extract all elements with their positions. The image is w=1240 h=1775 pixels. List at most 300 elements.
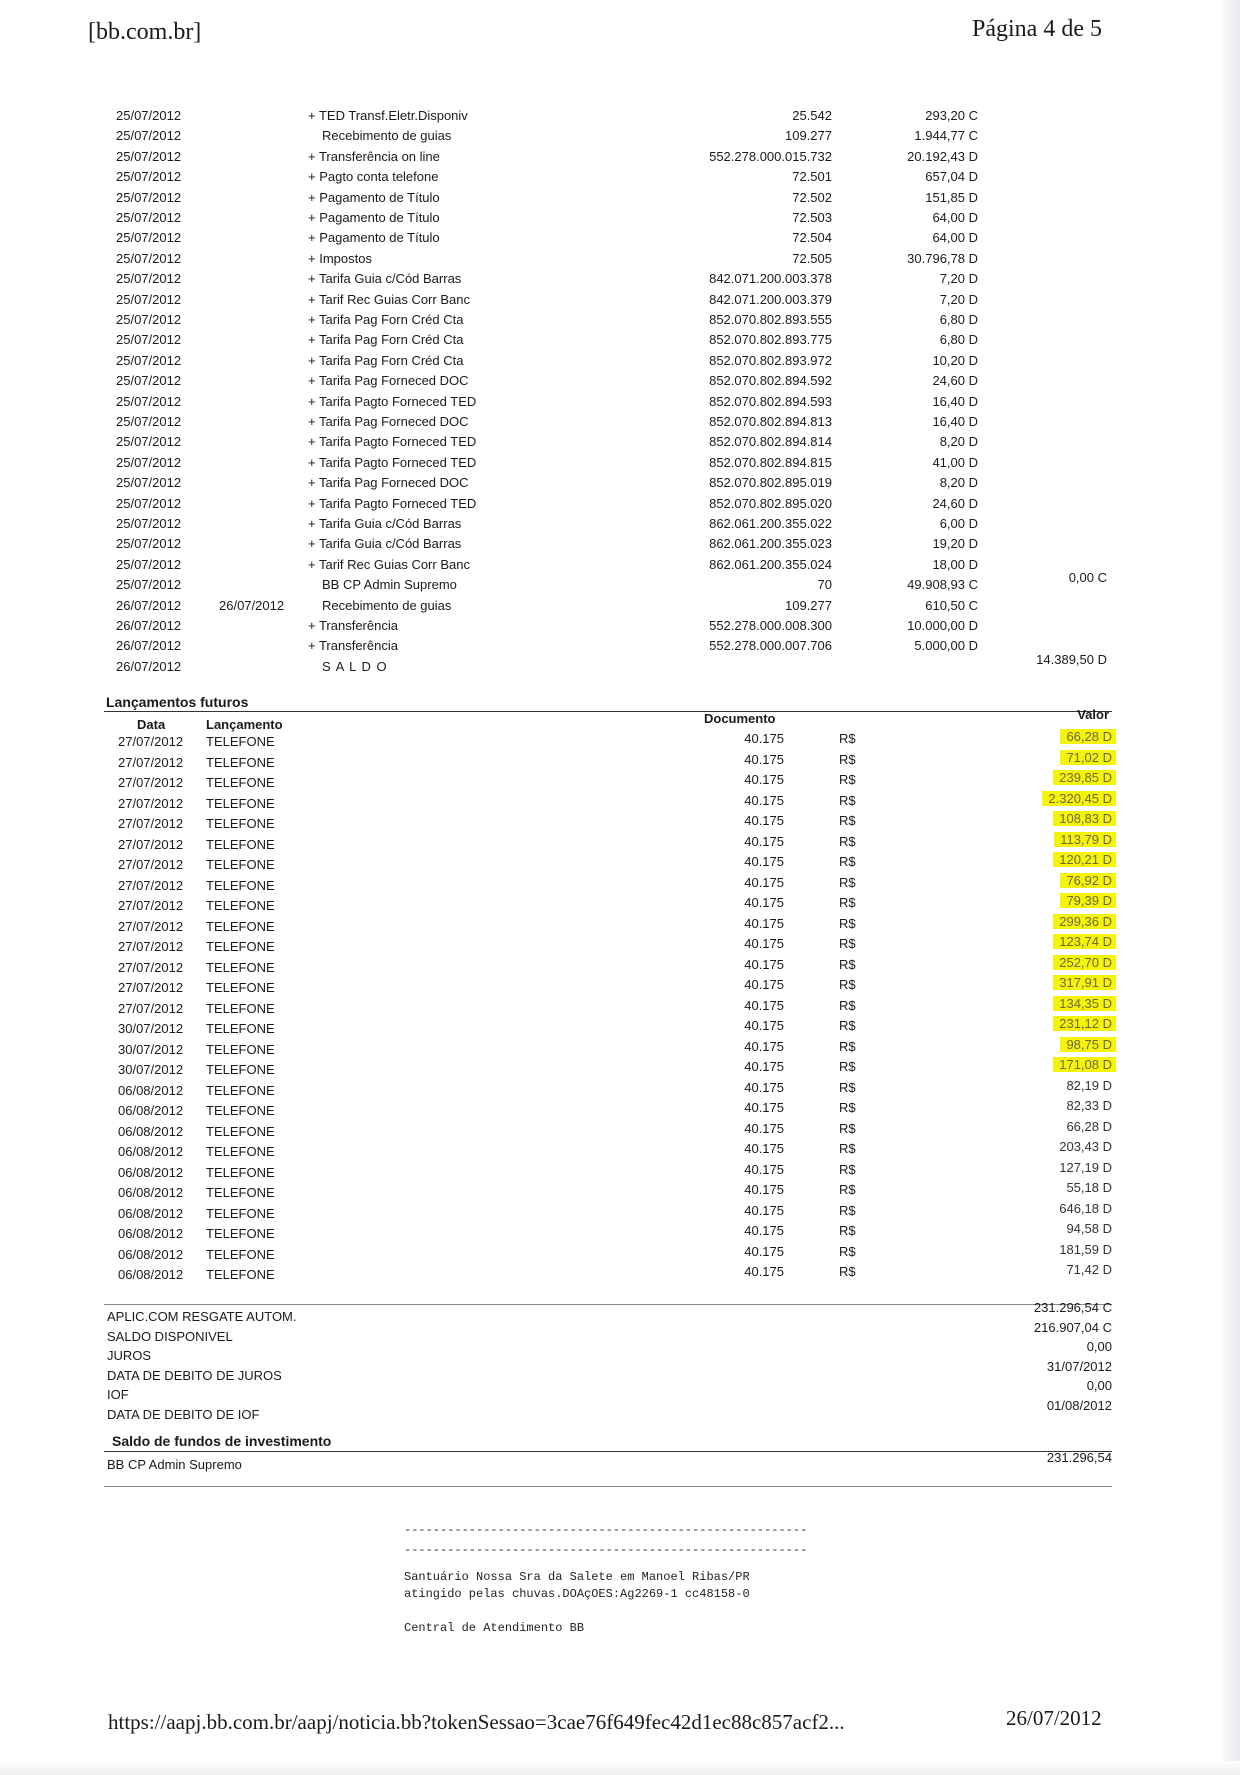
statement-row — [0, 414, 1240, 434]
future-currency: R$ — [839, 997, 856, 1013]
future-value: 171,08 D — [1053, 1057, 1116, 1072]
statement-balance-date: 26/07/2012 — [219, 597, 285, 613]
statement-description: + Pagto conta telefone — [308, 169, 439, 185]
future-currency: R$ — [839, 977, 856, 992]
statement-document: 72.501 — [792, 169, 832, 185]
future-date: 27/07/2012 — [118, 816, 184, 831]
future-date: 27/07/2012 — [118, 775, 184, 790]
future-date: 27/07/2012 — [118, 734, 184, 749]
statement-date: 25/07/2012 — [116, 291, 182, 307]
future-launch: TELEFONE — [206, 795, 275, 811]
future-launch: TELEFONE — [206, 857, 275, 872]
future-launch: TELEFONE — [206, 1144, 275, 1159]
statement-row — [0, 251, 1240, 271]
summary-label: SALDO DISPONIVEL — [107, 1328, 233, 1344]
future-value: 76,92 D — [1060, 873, 1116, 888]
future-date: 06/08/2012 — [118, 1164, 184, 1180]
future-divider — [104, 711, 1112, 712]
statement-value: 49.908,93 C — [907, 577, 978, 593]
statement-value: 41,00 D — [932, 454, 978, 470]
statement-date: 25/07/2012 — [116, 475, 182, 491]
future-document: 40.175 — [744, 1059, 784, 1074]
future-document: 40.175 — [744, 792, 784, 808]
future-date: 06/08/2012 — [118, 1205, 184, 1221]
future-currency: R$ — [839, 1161, 856, 1177]
future-row — [0, 1200, 1240, 1226]
statement-date: 25/07/2012 — [116, 271, 182, 287]
statement-description: + Tarifa Pagto Forneced TED — [308, 393, 477, 409]
future-row — [0, 1159, 1240, 1185]
future-date: 27/07/2012 — [118, 795, 184, 811]
summary-value: 0,00 — [1086, 1378, 1112, 1393]
future-document: 40.175 — [744, 1264, 784, 1279]
statement-document: 852.070.802.894.592 — [709, 373, 832, 389]
summary-divider — [104, 1304, 1112, 1305]
print-url: https://aapj.bb.com.br/aapj/noticia.bb?tokenSessao=3cae76f649fec42d1ec88c857acf2... — [108, 1710, 845, 1734]
funds-bottom-divider — [104, 1486, 1112, 1487]
future-value: 203,43 D — [1059, 1139, 1112, 1154]
statement-date: 25/07/2012 — [116, 312, 182, 327]
future-date: 06/08/2012 — [118, 1082, 184, 1098]
future-launch: TELEFONE — [206, 816, 275, 831]
future-currency: R$ — [839, 1243, 856, 1259]
statement-document: 109.277 — [785, 597, 832, 613]
future-launch: TELEFONE — [206, 980, 275, 995]
statement-document: 852.070.802.894.593 — [709, 393, 832, 409]
statement-date: 25/07/2012 — [116, 373, 182, 389]
statement-date: 25/07/2012 — [116, 577, 182, 593]
statement-document: 552.278.000.007.706 — [709, 638, 832, 654]
statement-row — [0, 651, 1240, 679]
footer-notice-line1: Santuário Nossa Sra da Salete em Manoel Ribas/PR — [404, 1570, 750, 1584]
future-currency: R$ — [839, 833, 856, 849]
statement-row — [0, 618, 1240, 638]
future-currency: R$ — [839, 1141, 856, 1156]
summary-label: APLIC.COM RESGATE AUTOM. — [107, 1309, 297, 1324]
future-currency: R$ — [839, 895, 856, 910]
future-launch: TELEFONE — [206, 1226, 275, 1241]
statement-document: 72.505 — [792, 250, 832, 266]
statement-description: + Tarifa Pagto Forneced TED — [308, 495, 477, 511]
future-row — [0, 1241, 1240, 1267]
statement-description: + Tarif Rec Guias Corr Banc — [308, 291, 470, 307]
future-value: 134,35 D — [1053, 996, 1116, 1011]
footer-notice-line2: atingido pelas chuvas.DOAçOES:Ag2269-1 cc48158-0 — [404, 1587, 750, 1601]
statement-description: + Tarifa Guia c/Cód Barras — [308, 516, 462, 531]
statement-document: 72.504 — [792, 230, 832, 246]
future-value: 181,59 D — [1059, 1241, 1112, 1257]
statement-document: 842.071.200.003.379 — [709, 291, 832, 307]
future-row — [0, 1262, 1240, 1287]
statement-date: 25/07/2012 — [116, 230, 182, 246]
statement-date: 25/07/2012 — [116, 393, 182, 409]
statement-balance: 14.389,50 D — [1036, 651, 1107, 667]
future-currency: R$ — [839, 936, 856, 951]
statement-document: 852.070.802.893.775 — [709, 332, 832, 348]
future-document: 40.175 — [744, 1120, 784, 1136]
statement-description: BB CP Admin Supremo — [322, 577, 457, 593]
future-currency: R$ — [839, 854, 856, 869]
statement-row — [0, 496, 1240, 516]
statement-date: 25/07/2012 — [116, 434, 182, 450]
future-date: 27/07/2012 — [118, 918, 184, 934]
statement-row — [0, 455, 1240, 475]
future-document: 40.175 — [744, 977, 784, 992]
future-document: 40.175 — [744, 1243, 784, 1259]
future-currency: R$ — [839, 731, 856, 746]
future-value: 239,85 D — [1053, 770, 1116, 785]
future-value: 120,21 D — [1053, 852, 1116, 867]
future-launch: TELEFONE — [206, 1082, 275, 1098]
statement-value: 24,60 D — [932, 495, 978, 511]
print-date: 26/07/2012 — [1006, 1706, 1102, 1730]
statement-row — [0, 169, 1240, 189]
statement-value: 6,80 D — [939, 332, 978, 348]
statement-description: + Tarifa Pag Forneced DOC — [308, 414, 469, 429]
statement-value: 7,20 D — [939, 291, 978, 307]
future-value: 252,70 D — [1053, 955, 1116, 970]
future-value: 2.320,45 D — [1042, 791, 1116, 806]
future-document: 40.175 — [744, 833, 784, 849]
summary-value: 01/08/2012 — [1046, 1397, 1112, 1413]
future-value: 317,91 D — [1053, 975, 1116, 990]
future-value: 108,83 D — [1053, 811, 1116, 826]
statement-description: + Tarifa Guia c/Cód Barras — [308, 536, 462, 552]
future-date: 06/08/2012 — [118, 1267, 184, 1282]
statement-row — [0, 271, 1240, 291]
statement-date: 25/07/2012 — [116, 250, 182, 266]
future-document: 40.175 — [744, 1161, 784, 1177]
future-value: 299,36 D — [1053, 914, 1116, 929]
future-document: 40.175 — [744, 1038, 784, 1054]
future-launch: TELEFONE — [206, 1103, 275, 1118]
future-value: 231,12 D — [1053, 1016, 1116, 1031]
statement-row — [0, 434, 1240, 454]
page-number: Página 4 de 5 — [972, 16, 1102, 42]
statement-row — [0, 353, 1240, 373]
statement-description: + Tarifa Pagto Forneced TED — [308, 454, 477, 470]
statement-description: S A L D O — [322, 658, 388, 674]
statement-value: 8,20 D — [939, 434, 978, 450]
future-date: 27/07/2012 — [118, 754, 184, 770]
future-value: 646,18 D — [1059, 1200, 1112, 1216]
statement-balance: 0,00 C — [1068, 570, 1107, 586]
summary-label: DATA DE DEBITO DE JUROS — [107, 1367, 282, 1383]
future-value: 71,02 D — [1060, 750, 1116, 765]
future-document: 40.175 — [744, 731, 784, 746]
future-value: 82,33 D — [1066, 1098, 1112, 1113]
summary-value: 231.296,54 C — [1033, 1300, 1112, 1315]
summary-value: 216.907,04 C — [1033, 1319, 1112, 1335]
future-launch: TELEFONE — [206, 939, 275, 954]
statement-row — [0, 475, 1240, 495]
future-date: 27/07/2012 — [118, 959, 184, 975]
future-value: 113,79 D — [1054, 832, 1116, 847]
statement-value: 5.000,00 D — [914, 638, 978, 654]
future-launch: TELEFONE — [206, 1041, 275, 1057]
statement-date: 25/07/2012 — [116, 210, 182, 225]
future-date: 27/07/2012 — [118, 877, 184, 893]
future-row — [0, 729, 1240, 754]
statement-document: 25.542 — [792, 108, 832, 123]
header-site: [bb.com.br] — [88, 19, 202, 45]
statement-date: 25/07/2012 — [116, 495, 182, 511]
future-row — [0, 1057, 1240, 1082]
future-header-doc: Documento — [704, 711, 776, 726]
statement-description: + Tarifa Pag Forneced DOC — [308, 475, 469, 491]
statement-value: 8,20 D — [939, 475, 978, 491]
statement-value: 20.192,43 D — [907, 148, 978, 164]
future-date: 06/08/2012 — [118, 1185, 184, 1200]
future-row — [0, 1139, 1240, 1164]
future-launch: TELEFONE — [206, 1164, 275, 1180]
statement-description: + Transferência — [308, 618, 398, 633]
statement-date: 25/07/2012 — [116, 454, 182, 470]
statement-document: 852.070.802.895.019 — [709, 475, 832, 491]
future-row — [0, 852, 1240, 877]
statement-document: 852.070.802.893.555 — [709, 312, 832, 327]
statement-description: + Pagamento de Título — [308, 189, 440, 205]
statement-row — [0, 149, 1240, 169]
statement-row — [0, 373, 1240, 393]
statement-row — [0, 536, 1240, 556]
statement-value: 610,50 C — [925, 597, 978, 613]
statement-row — [0, 557, 1240, 577]
funds-name: BB CP Admin Supremo — [107, 1457, 242, 1472]
future-launch: TELEFONE — [206, 836, 275, 852]
future-row — [0, 1098, 1240, 1123]
future-document: 40.175 — [744, 997, 784, 1013]
future-launch: TELEFONE — [206, 1185, 275, 1200]
future-currency: R$ — [839, 1100, 856, 1115]
statement-row — [0, 394, 1240, 414]
future-document: 40.175 — [744, 936, 784, 951]
footer-central: Central de Atendimento BB — [404, 1621, 585, 1635]
statement-row — [0, 230, 1240, 250]
future-currency: R$ — [839, 874, 856, 890]
statement-date: 25/07/2012 — [116, 556, 182, 572]
future-value: 123,74 D — [1053, 934, 1116, 949]
future-launch: TELEFONE — [206, 1267, 275, 1282]
future-currency: R$ — [839, 915, 856, 931]
statement-date: 25/07/2012 — [116, 516, 182, 531]
summary-label: JUROS — [107, 1348, 152, 1363]
future-document: 40.175 — [744, 956, 784, 972]
future-document: 40.175 — [744, 915, 784, 931]
future-value: 55,18 D — [1066, 1180, 1112, 1195]
statement-document: 842.071.200.003.378 — [709, 271, 832, 287]
statement-date: 25/07/2012 — [116, 108, 182, 123]
future-row — [0, 872, 1240, 898]
future-header-date: Data — [137, 717, 166, 732]
future-document: 40.175 — [744, 1018, 784, 1033]
future-value: 71,42 D — [1066, 1262, 1112, 1277]
future-date: 27/07/2012 — [118, 857, 184, 872]
future-launch: TELEFONE — [206, 734, 275, 749]
future-date: 27/07/2012 — [118, 939, 184, 954]
future-document: 40.175 — [744, 895, 784, 910]
future-launch: TELEFONE — [206, 959, 275, 975]
summary-label: DATA DE DEBITO DE IOF — [107, 1406, 260, 1422]
statement-value: 6,00 D — [939, 516, 978, 531]
statement-description: + Tarifa Pagto Forneced TED — [308, 434, 477, 450]
statement-value: 293,20 C — [925, 108, 978, 123]
funds-divider — [104, 1451, 1112, 1452]
future-document: 40.175 — [744, 874, 784, 890]
statement-row — [0, 570, 1240, 597]
future-launch: TELEFONE — [206, 1021, 275, 1036]
statement-value: 10,20 D — [932, 352, 978, 368]
future-date: 06/08/2012 — [118, 1123, 184, 1139]
statement-description: + Tarifa Guia c/Cód Barras — [308, 271, 462, 287]
statement-document: 72.503 — [792, 210, 832, 225]
statement-document: 862.061.200.355.024 — [709, 556, 832, 572]
future-currency: R$ — [839, 772, 856, 787]
statement-description: + Tarif Rec Guias Corr Banc — [308, 556, 470, 572]
future-currency: R$ — [839, 1079, 856, 1095]
future-document: 40.175 — [744, 854, 784, 869]
footer-dashes-2: -------------------------------------------------------- — [404, 1543, 808, 1557]
future-currency: R$ — [839, 792, 856, 808]
statement-description: + Tarifa Pag Forn Créd Cta — [308, 332, 464, 348]
statement-value: 1.944,77 C — [914, 128, 978, 144]
statement-row — [0, 190, 1240, 210]
statement-description: + Transferência on line — [308, 148, 440, 164]
future-launch: TELEFONE — [206, 754, 275, 770]
statement-row — [0, 292, 1240, 312]
statement-value: 151,85 D — [925, 189, 978, 205]
future-document: 40.175 — [744, 1079, 784, 1095]
summary-value: 31/07/2012 — [1046, 1358, 1112, 1374]
statement-value: 24,60 D — [932, 373, 978, 389]
future-date: 06/08/2012 — [118, 1144, 184, 1159]
statement-description: + Tarifa Pag Forn Créd Cta — [308, 312, 464, 327]
statement-value: 18,00 D — [932, 556, 978, 572]
future-row — [0, 1180, 1240, 1205]
statement-date: 26/07/2012 — [116, 618, 182, 633]
future-launch: TELEFONE — [206, 918, 275, 934]
future-document: 40.175 — [744, 1182, 784, 1197]
future-header-value: Valor — [1077, 707, 1109, 722]
statement-document: 852.070.802.894.814 — [709, 434, 832, 450]
statement-description: + Tarifa Pag Forneced DOC — [308, 373, 469, 389]
statement-date: 25/07/2012 — [116, 148, 182, 164]
future-date: 27/07/2012 — [118, 836, 184, 852]
statement-document: 862.061.200.355.022 — [709, 516, 832, 531]
future-document: 40.175 — [744, 1141, 784, 1156]
future-currency: R$ — [839, 1059, 856, 1074]
future-date: 27/07/2012 — [118, 980, 184, 995]
statement-date: 26/07/2012 — [116, 658, 182, 674]
future-value: 66,28 D — [1066, 1118, 1112, 1134]
future-launch: TELEFONE — [206, 1062, 275, 1077]
statement-row — [0, 598, 1240, 618]
statement-description: + Impostos — [308, 250, 372, 266]
future-value: 66,28 D — [1060, 729, 1116, 744]
statement-row — [0, 332, 1240, 352]
statement-document: 552.278.000.015.732 — [709, 148, 832, 164]
statement-document: 852.070.802.894.815 — [709, 454, 832, 470]
statement-description: + TED Transf.Eletr.Disponiv — [308, 108, 468, 123]
future-launch: TELEFONE — [206, 1205, 275, 1221]
future-launch: TELEFONE — [206, 1000, 275, 1016]
future-document: 40.175 — [744, 1223, 784, 1238]
statement-value: 6,80 D — [939, 312, 978, 327]
statement-date: 25/07/2012 — [116, 352, 182, 368]
future-document: 40.175 — [744, 1100, 784, 1115]
statement-value: 10.000,00 D — [907, 618, 978, 633]
statement-document: 852.070.802.894.813 — [709, 414, 832, 429]
future-currency: R$ — [839, 1223, 856, 1238]
statement-value: 19,20 D — [932, 536, 978, 552]
statement-value: 657,04 D — [925, 169, 978, 185]
future-launch: TELEFONE — [206, 877, 275, 893]
statement-row — [0, 108, 1240, 128]
statement-description: + Pagamento de Título — [308, 210, 440, 225]
future-document: 40.175 — [744, 813, 784, 828]
future-currency: R$ — [839, 956, 856, 972]
future-date: 30/07/2012 — [118, 1041, 184, 1057]
statement-row — [0, 210, 1240, 230]
statement-document: 109.277 — [785, 128, 832, 144]
future-currency: R$ — [839, 751, 856, 767]
future-currency: R$ — [839, 813, 856, 828]
future-currency: R$ — [839, 1264, 856, 1279]
future-date: 30/07/2012 — [118, 1062, 184, 1077]
future-date: 27/07/2012 — [118, 898, 184, 913]
future-currency: R$ — [839, 1120, 856, 1136]
funds-value: 231.296,54 — [1046, 1450, 1112, 1465]
future-currency: R$ — [839, 1038, 856, 1054]
statement-value: 64,00 D — [932, 210, 978, 225]
future-launch: TELEFONE — [206, 1123, 275, 1139]
statement-date: 25/07/2012 — [116, 128, 182, 144]
future-currency: R$ — [839, 1018, 856, 1033]
statement-description: Recebimento de guias — [322, 128, 452, 144]
statement-document: 852.070.802.893.972 — [709, 352, 832, 368]
statement-date: 25/07/2012 — [116, 536, 182, 552]
statement-value: 16,40 D — [932, 414, 978, 429]
statement-description: + Pagamento de Título — [308, 230, 440, 246]
footer-dashes-1: -------------------------------------------------------- — [404, 1523, 808, 1537]
future-value: 127,19 D — [1059, 1159, 1112, 1175]
future-launch: TELEFONE — [206, 1246, 275, 1262]
future-date: 06/08/2012 — [118, 1246, 184, 1262]
statement-description: + Transferência — [308, 638, 398, 654]
future-value: 82,19 D — [1066, 1077, 1112, 1093]
funds-section-title: Saldo de fundos de investimento — [112, 1433, 332, 1449]
future-date: 06/08/2012 — [118, 1226, 184, 1241]
future-value: 79,39 D — [1060, 893, 1116, 908]
future-row — [0, 1221, 1240, 1246]
future-document: 40.175 — [744, 1202, 784, 1218]
future-launch: TELEFONE — [206, 898, 275, 913]
page-bottom-shade — [0, 1761, 1240, 1775]
future-date: 06/08/2012 — [118, 1103, 184, 1118]
statement-document: 552.278.000.008.300 — [709, 618, 832, 633]
future-document: 40.175 — [744, 751, 784, 767]
statement-date: 25/07/2012 — [116, 332, 182, 348]
future-row — [0, 1077, 1240, 1103]
future-section-title: Lançamentos futuros — [106, 694, 249, 710]
statement-date: 25/07/2012 — [116, 169, 182, 185]
future-value: 94,58 D — [1066, 1221, 1112, 1236]
statement-date: 25/07/2012 — [116, 414, 182, 429]
future-date: 27/07/2012 — [118, 1000, 184, 1016]
summary-label: IOF — [107, 1387, 129, 1402]
future-value: 98,75 D — [1060, 1037, 1116, 1052]
statement-row — [0, 516, 1240, 536]
